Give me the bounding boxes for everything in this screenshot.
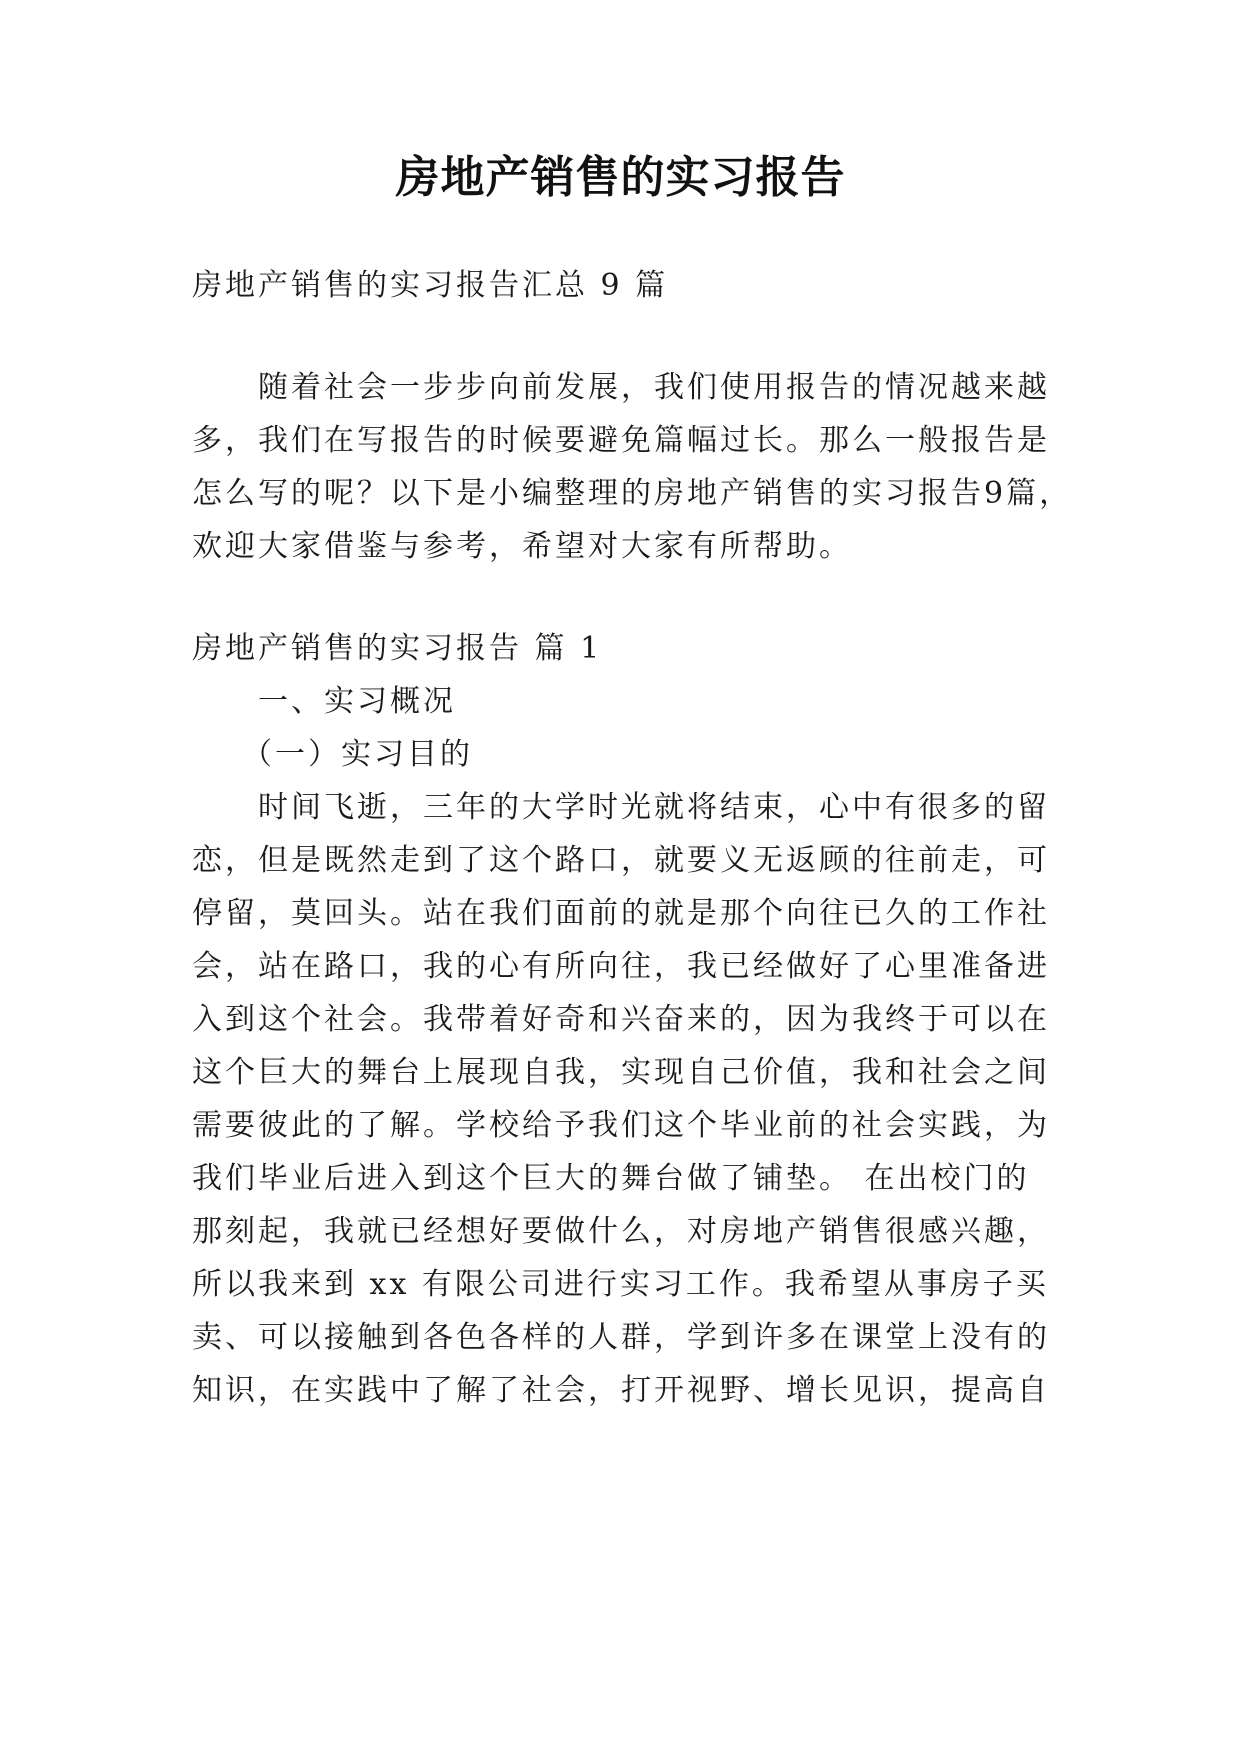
section-title: 一、实习概况 — [258, 684, 456, 719]
document-title: 房地产销售的实习报告 — [395, 152, 846, 203]
body-line-3: 停留，莫回头。站在我们面前的就是那个向往已久的工作社 — [192, 896, 1050, 931]
intro-line-4: 欢迎大家借鉴与参考，希望对大家有所帮助。 — [192, 529, 852, 564]
body-line-5: 入到这个社会。我带着好奇和兴奋来的，因为我终于可以在 — [192, 1002, 1050, 1037]
body-line-1: 时间飞逝，三年的大学时光就将结束，心中有很多的留 — [258, 790, 1050, 825]
body-line-9: 那刻起，我就已经想好要做什么，对房地产销售很感兴趣， — [192, 1214, 1050, 1249]
body-line-11: 卖、可以接触到各色各样的人群，学到许多在课堂上没有的 — [192, 1320, 1050, 1355]
intro-line-2: 多，我们在写报告的时候要避免篇幅过长。那么一般报告是 — [192, 423, 1050, 458]
body-line-4: 会，站在路口，我的心有所向往，我已经做好了心里准备进 — [192, 949, 1050, 984]
body-line-7: 需要彼此的了解。学校给予我们这个毕业前的社会实践，为 — [192, 1108, 1050, 1143]
intro-line-3: 怎么写的呢？以下是小编整理的房地产销售的实习报告9篇， — [192, 476, 1073, 511]
body-line-2: 恋，但是既然走到了这个路口，就要义无返顾的往前走，可 — [192, 843, 1050, 878]
document-subtitle: 房地产销售的实习报告汇总 9 篇 — [192, 268, 669, 303]
body-line-6: 这个巨大的舞台上展现自我，实现自己价值，我和社会之间 — [192, 1055, 1050, 1090]
body-line-12: 知识，在实践中了解了社会，打开视野、增长见识，提高自 — [192, 1373, 1050, 1408]
subsection-title: （一）实习目的 — [242, 737, 473, 772]
body-line-8: 我们毕业后进入到这个巨大的舞台做了铺垫。 在出校门的 — [192, 1161, 1030, 1196]
intro-line-1: 随着社会一步步向前发展，我们使用报告的情况越来越 — [258, 370, 1050, 405]
body-line-10: 所以我来到 xx 有限公司进行实习工作。我希望从事房子买 — [192, 1267, 1049, 1302]
section-heading: 房地产销售的实习报告 篇 1 — [192, 631, 603, 666]
